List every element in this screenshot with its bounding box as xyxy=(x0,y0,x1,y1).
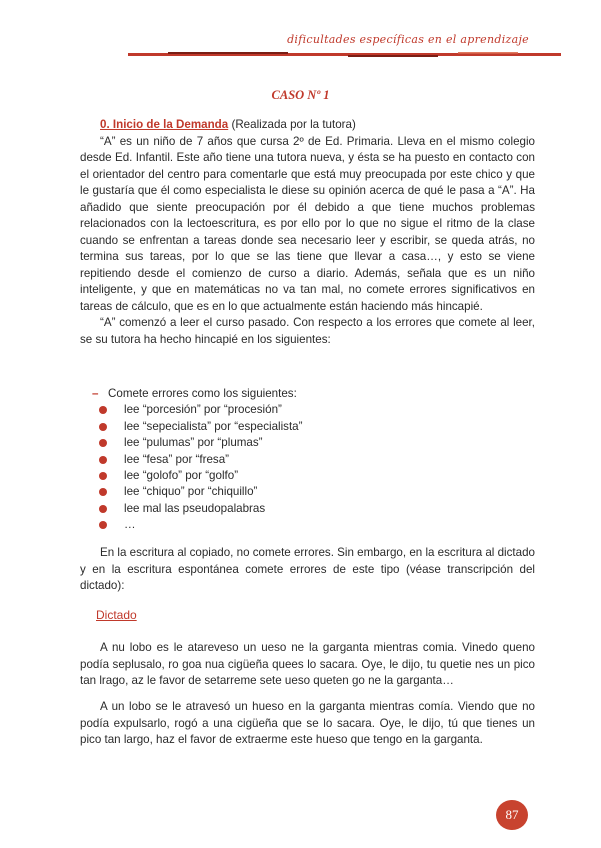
list-item: lee “golofo” por “golfo” xyxy=(86,468,446,484)
demand-paragraph-1: “A” es un niño de 7 años que cursa 2º de Ed. Primaria. Lleva en el mismo colegio desde Ed. Infantil. Este año tiene una tutora nueva, y ésta se ha puesto en contacto con el orientador del centro para comentarle que está muy preocupada por este chico y que le gustaría que él como especialista le diese su opinión acerca de qué le pasa a “A”. Ha añadido que siente preocupación por él debido a que tiene muchos problemas relacionados con la lectoescritura, es por ello por lo que no sigue el ritmo de la clase cuando se enfrentan a tareas donde sea necesario leer y escribir, se queda atrás, no termina sus tareas, por lo que se las tiene que llevar a casa…, y esto se viene repitiendo desde el comienzo de curso a diario. Además, señala que es un niño inteligente, y que en matemáticas no va tan mal, no comete errores significativos en tareas de cálculo, que es en lo que actualmente están haciendo más hincapié. xyxy=(80,134,535,313)
demand-paragraph-2: “A” comenzó a leer el curso pasado. Con respecto a los errores que comete al leer, se su tutora ha hecho hincapié en los siguientes: xyxy=(80,316,535,346)
list-item: lee “porcesión” por “procesión” xyxy=(86,402,446,418)
list-item: lee “sepecialista” por “especialista” xyxy=(86,419,446,435)
dictation-child-text: A nu lobo es le atareveso un ueso ne la garganta mientras comia. Vinedo queno podía seplusalo, ro goa nua cigüeña quees lo sacara. Oye, le dijo, tu quetie nes un pico tan lrago, az le favor de setarreme sete ueso queten go ne la garganta… xyxy=(80,641,535,687)
bullet-icon xyxy=(99,521,107,529)
header-decorative-band xyxy=(128,52,561,57)
list-item: lee “pulumas” por “plumas” xyxy=(86,435,446,451)
dash-marker: – xyxy=(92,387,99,400)
list-item: lee “chiquo” por “chiquillo” xyxy=(86,484,446,500)
errors-list xyxy=(86,386,446,534)
bullet-icon xyxy=(99,472,107,480)
dictation-correct-text: A un lobo se le atravesó un hueso en la garganta mientras comía. Viendo que no podía expulsarlo, rogó a una cigüeña que se lo sacara. Oye, le dijo, tú que tienes un pico tan largo, haz el favor de extraerme este hueso que tengo en la garganta. xyxy=(80,700,535,746)
running-header: dificultades específicas en el aprendizaje xyxy=(287,33,529,46)
errors-intro: Comete errores como los siguientes: xyxy=(108,387,297,400)
list-item: lee mal las pseudopalabras xyxy=(86,501,446,517)
bullet-icon xyxy=(99,488,107,496)
demand-heading: 0. Inicio de la Demanda xyxy=(100,118,229,131)
list-item: … xyxy=(86,517,446,533)
bullet-icon xyxy=(99,406,107,414)
bullet-icon xyxy=(99,423,107,431)
dictation-heading: Dictado xyxy=(96,608,137,622)
bullet-icon xyxy=(99,456,107,464)
bullet-icon xyxy=(99,505,107,513)
writing-paragraph: En la escritura al copiado, no comete errores. Sin embargo, en la escritura al dictado y en la escritura espontánea comete errores de este tipo (véase transcripción del dictado): xyxy=(80,546,535,592)
case-title: CASO Nº 1 xyxy=(271,88,330,102)
bullet-icon xyxy=(99,439,107,447)
page-number: 87 xyxy=(496,800,528,830)
demand-section xyxy=(80,117,535,348)
demand-note: (Realizada por la tutora) xyxy=(231,118,356,131)
list-item: lee “fesa” por “fresa” xyxy=(86,452,446,468)
